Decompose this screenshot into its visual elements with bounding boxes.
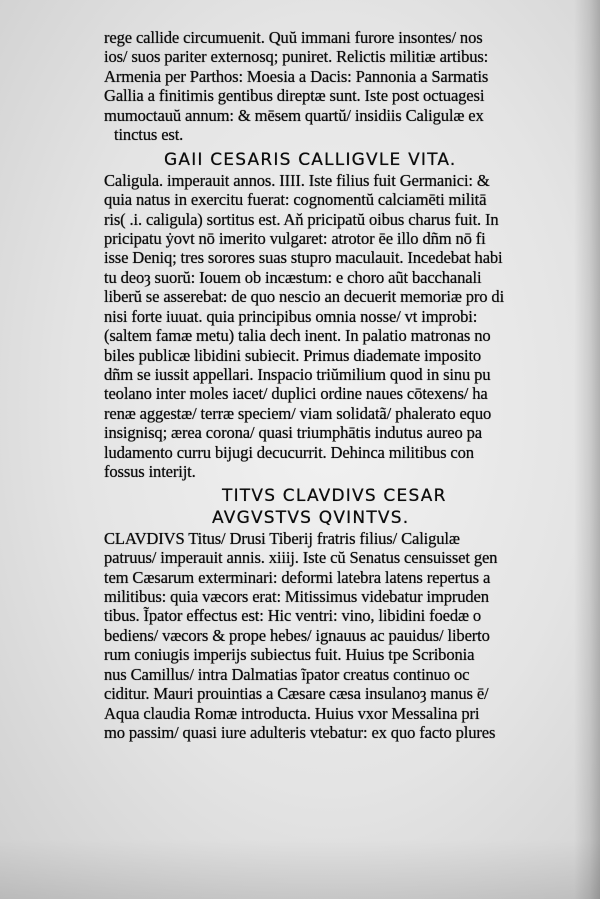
text-line: liberŭ se asserebat: de quo nescio an decuerit memoriæ pro di <box>104 287 505 307</box>
text-line: militibus: quia væcors erat: Mitissimus videbatur impruden <box>104 586 489 606</box>
text-line: quia natus in exercitu fuerat: cognomentŭ calciamēti militā <box>104 190 487 210</box>
text-line: Aqua claudia Romæ introducta. Huius vxor Messalina pri <box>104 703 480 723</box>
text-line: ciditur. Mauri prouintias a Cæsare cæsa insulanoȝ manus ē/ <box>104 684 489 704</box>
text-line: (saltem famæ metu) talia dech inent. In palatio matronas no <box>104 326 491 346</box>
text-line: CLAVDIVS Titus/ Drusi Tiberij fratris filius/ Caligulæ <box>104 528 460 548</box>
text-line: fossus interijt. <box>104 462 196 482</box>
text-line: tem Cæsarum exterminari: deformi latebra latens repertus a <box>104 567 491 587</box>
heading-caligula: GAII CESARIS CALLIGVLE VITA. <box>164 149 457 170</box>
text-line: ios/ suos pariter externosq; puniret. Relictis militiæ artibus: <box>104 47 489 67</box>
text-block <box>104 28 576 742</box>
text-line: teolano inter moles iacet/ duplici ordine naues cōtexens/ ha <box>104 384 488 404</box>
page-bottom-shadow <box>0 839 600 899</box>
text-line: tu deoȝ suorŭ: Iouem ob incæstum: e choro aũt bacchanali <box>104 267 482 287</box>
text-line: nisi forte iuuat. quia principibus omnia nosse/ vt improbi: <box>104 306 478 326</box>
section-caligula <box>104 171 576 482</box>
section-claudius <box>104 529 576 743</box>
section-previous-emperor <box>104 28 576 145</box>
text-line: rum coniugis imperijs subiectus fuit. Huius tpe Scribonia <box>104 645 475 665</box>
text-line: nus Camillus/ intra Dalmatias ĩpator creatus continuo oc <box>104 664 470 684</box>
text-line: Caligula. imperauit annos. IIII. Iste filius fuit Germanici: & <box>104 170 490 190</box>
heading-claudius-line-1: TITVS CLAVDIVS CESAR <box>222 485 447 506</box>
text-line: isse Deniq; tres sorores suas stupro maculauit. Incedebat habi <box>104 248 503 268</box>
page-edge-shadow <box>574 0 600 899</box>
text-line: dñm se iussit appellari. Inspacio triŭmilium quod in sinu pu <box>104 365 491 384</box>
text-line: insignisq; ærea corona/ quasi triumphātis indutus aureo pa <box>104 423 482 443</box>
text-line: renæ aggestæ/ terræ speciem/ viam solidatã/ phalerato equo <box>104 403 492 423</box>
text-line: rege callide circumuenit. Quŭ immani furore insontes/ nos <box>104 28 483 47</box>
text-line: biles publicæ libidini subiecit. Primus diademate imposito <box>104 345 482 365</box>
text-line: mumoctauŭ annum: & mēsem quartŭ/ insidiis Caligulæ ex <box>104 105 484 125</box>
text-line: ris( .i. caligula) sortitus est. Aň pricipatŭ oibus charus fuit. In <box>104 209 499 229</box>
text-line: mo passim/ quasi iure adulteris vtebatur: ex quo facto plures <box>104 723 496 742</box>
text-line: ludamento curru bijugi decucurrit. Dehinca militibus con <box>104 442 474 462</box>
text-line: tibus. Ĩpator effectus est: Hic ventri: vino, libidini foedæ o <box>104 606 482 626</box>
text-line: tinctus est. <box>114 125 184 145</box>
text-line: Armenia per Parthos: Moesia a Dacis: Pannonia a Sarmatis <box>104 66 489 86</box>
text-line: pricipatu ẏovt nō imerito vulgaret: atrotor ēe illo dñm nō fi <box>104 228 486 248</box>
text-line: Gallia a finitimis gentibus direptæ sunt. Iste post octuagesi <box>104 86 485 106</box>
heading-claudius-line-2: AVGVSTVS QVINTVS. <box>212 507 410 528</box>
text-line: patruus/ imperauit annis. xiiij. Iste cŭ Senatus censuisset gen <box>104 548 498 568</box>
text-line: bediens/ væcors & prope hebes/ ignauus ac pauidus/ liberto <box>104 625 490 645</box>
